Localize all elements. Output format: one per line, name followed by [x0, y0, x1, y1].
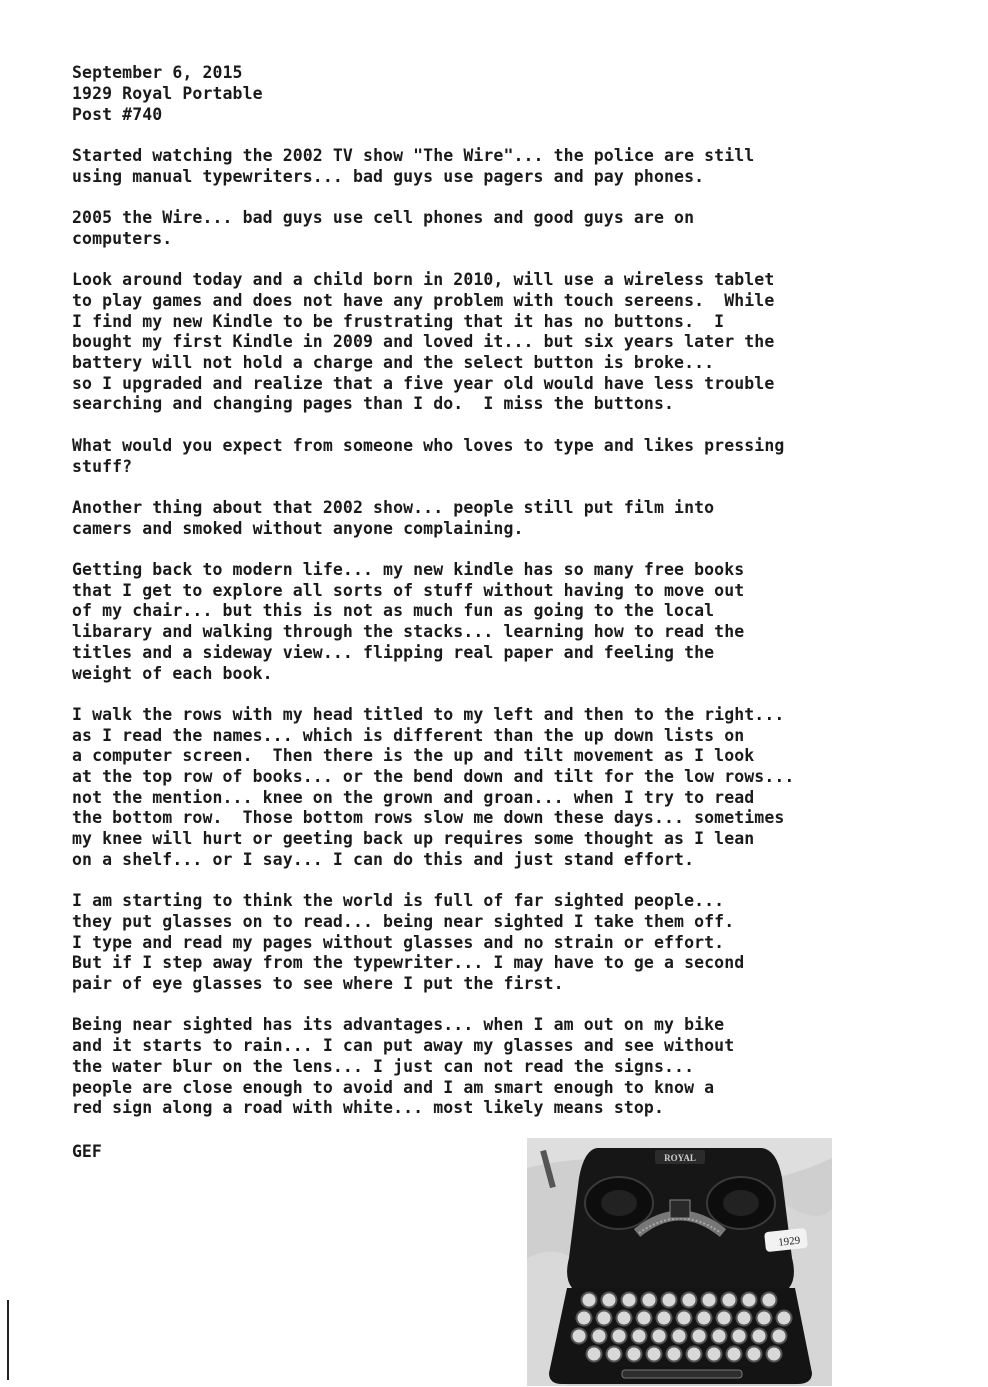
typewriter-key: [682, 1293, 697, 1308]
text-line: of my chair... but this is not as much fun as going to the local: [72, 601, 715, 621]
text-line: searching and changing pages than I do. I miss the buttons.: [72, 394, 675, 414]
typewriter-key: [742, 1293, 757, 1308]
text-line: using manual typewriters... bad guys use pagers and pay phones.: [72, 166, 705, 186]
paragraph: [72, 270, 942, 415]
paragraph: [72, 1015, 942, 1119]
signature: GEF: [72, 1142, 102, 1161]
typewriter-key: [717, 1311, 732, 1326]
typewriter-key: [702, 1293, 717, 1308]
text-line: and it starts to rain... I can put away my glasses and see without: [72, 1036, 735, 1056]
text-line: I find my new Kindle to be frustrating that it has no buttons. I: [72, 311, 725, 331]
typewriter-key: [712, 1329, 727, 1344]
text-line: red sign along a road with white... most likely means stop.: [72, 1098, 664, 1118]
typewriter-key: [577, 1311, 592, 1326]
typewriter-key: [767, 1347, 782, 1362]
text-line: that I get to explore all sorts of stuff without having to move out: [72, 580, 745, 600]
paragraph: [72, 498, 942, 539]
typewriter-key: [632, 1329, 647, 1344]
text-line: libarary and walking through the stacks... learning how to read the: [72, 622, 745, 642]
text-line: people are close enough to avoid and I am smart enough to know a: [72, 1077, 715, 1097]
typewriter-key: [677, 1311, 692, 1326]
typewriter-key: [662, 1293, 677, 1308]
text-line: I walk the rows with my head titled to my left and then to the right...: [72, 704, 785, 724]
text-line: Another thing about that 2002 show... people still put film into: [72, 497, 715, 517]
text-line: Look around today and a child born in 2010, will use a wireless tablet: [72, 270, 775, 290]
typewriter-key: [627, 1347, 642, 1362]
typewriter-key: [657, 1311, 672, 1326]
date-line: September 6, 2015: [72, 63, 243, 82]
typewriter-key: [652, 1329, 667, 1344]
typewriter-key: [587, 1347, 602, 1362]
typewriter-key: [687, 1347, 702, 1362]
text-line: camers and smoked without anyone complaining.: [72, 518, 524, 538]
text-line: the water blur on the lens... I just can not read the signs...: [72, 1056, 695, 1076]
text-line: Being near sighted has its advantages... when I am out on my bike: [72, 1015, 725, 1035]
typewriter-key: [762, 1293, 777, 1308]
body-text: [72, 146, 942, 1140]
typewriter-key: [692, 1329, 707, 1344]
typewriter-key: [582, 1293, 597, 1308]
typewriter-key: [772, 1329, 787, 1344]
typewriter-key: [622, 1293, 637, 1308]
typewriter-key: [777, 1311, 792, 1326]
typewriter-key: [672, 1329, 687, 1344]
post-number: Post #740: [72, 105, 163, 124]
typewriter-key: [707, 1347, 722, 1362]
paragraph: [72, 705, 942, 871]
typewriter-key: [722, 1293, 737, 1308]
typewriter-key: [647, 1347, 662, 1362]
typewriter-key: [732, 1329, 747, 1344]
paragraph: [72, 146, 942, 187]
margin-mark: [7, 1300, 9, 1380]
text-line: at the top row of books... or the bend down and tilt for the low rows...: [72, 767, 795, 786]
text-line: 2005 the Wire... bad guys use cell phones and good guys are on: [72, 208, 695, 228]
tag-label: 1929: [777, 1234, 801, 1249]
typewriter-key: [747, 1347, 762, 1362]
text-line: bought my first Kindle in 2009 and loved it... but six years later the: [72, 332, 775, 352]
typewriter-key: [597, 1311, 612, 1326]
text-line: they put glasses on to read... being near sighted I take them off.: [72, 911, 735, 931]
typewriter-key: [697, 1311, 712, 1326]
typewriter-key: [667, 1347, 682, 1362]
typewriter-line: 1929 Royal Portable: [72, 84, 263, 103]
text-line: not the mention... knee on the grown and groan... when I try to read: [72, 787, 755, 807]
typewriter-key: [637, 1311, 652, 1326]
typewriter-photo: [527, 1138, 832, 1386]
text-line: What would you expect from someone who loves to type and likes pressing: [72, 435, 785, 455]
text-line: But if I step away from the typewriter... I may have to ge a second: [72, 953, 745, 973]
text-line: stuff?: [72, 456, 133, 476]
text-line: I am starting to think the world is full of far sighted people...: [72, 891, 725, 911]
typewriter-key: [572, 1329, 587, 1344]
typewriter-key: [617, 1311, 632, 1326]
text-line: I type and read my pages without glasses and no strain or effort.: [72, 932, 725, 952]
typewriter-key: [737, 1311, 752, 1326]
typewriter-key: [602, 1293, 617, 1308]
text-line: battery will not hold a charge and the select button is broke...: [72, 353, 715, 372]
text-line: the bottom row. Those bottom rows slow me down these days... sometimes: [72, 808, 785, 828]
typewriter-key: [607, 1347, 622, 1362]
text-line: pair of eye glasses to see where I put the first.: [72, 974, 564, 994]
page-header: [72, 62, 263, 125]
text-line: my knee will hurt or geeting back up requires some thought as I lean: [72, 829, 755, 849]
typewriter-key: [612, 1329, 627, 1344]
brand-plate-text: ROYAL: [664, 1153, 696, 1163]
text-line: as I read the names... which is different than the up down lists on: [72, 725, 745, 745]
text-line: on a shelf... or I say... I can do this and just stand effort.: [72, 849, 695, 869]
typewriter-key: [727, 1347, 742, 1362]
typewriter-key: [642, 1293, 657, 1308]
text-line: weight of each book.: [72, 663, 273, 683]
text-line: a computer screen. Then there is the up and tilt movement as I look: [72, 746, 755, 766]
typewriter-key: [592, 1329, 607, 1344]
paragraph: [72, 560, 942, 684]
paragraph: [72, 891, 942, 995]
text-line: so I upgraded and realize that a five year old would have less trouble: [72, 373, 775, 393]
text-line: Started watching the 2002 TV show "The Wire"... the police are still: [72, 146, 755, 165]
typewriter-key: [752, 1329, 767, 1344]
paragraph: [72, 436, 942, 477]
typewriter-image: [527, 1138, 832, 1386]
typewriter-key: [757, 1311, 772, 1326]
paragraph: [72, 208, 942, 249]
text-line: titles and a sideway view... flipping real paper and feeling the: [72, 642, 715, 662]
text-line: computers.: [72, 228, 173, 248]
text-line: to play games and does not have any problem with touch sereens. While: [72, 290, 775, 310]
text-line: Getting back to modern life... my new kindle has so many free books: [72, 559, 745, 579]
